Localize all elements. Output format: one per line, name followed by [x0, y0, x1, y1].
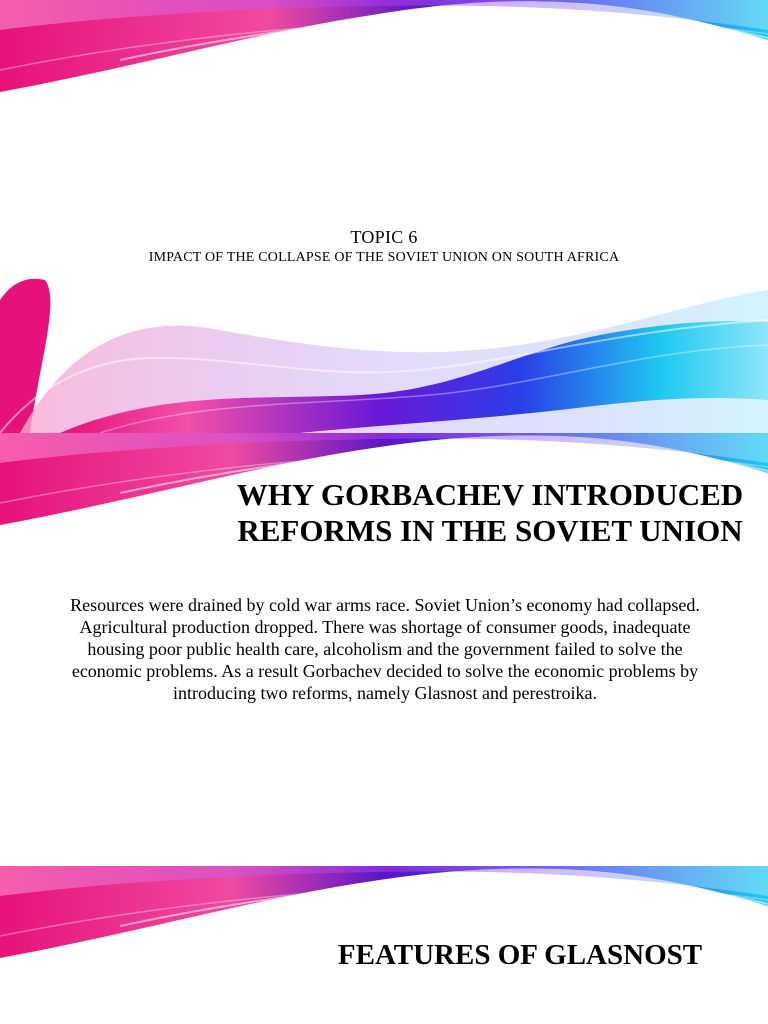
- slide-title: [0, 0, 768, 433]
- body-paragraph: Resources were drained by cold war arms race. Soviet Union’s economy had collapsed. Agricultural production dropped. There was shortage of consumer goods, inadequate housing poor public health care, alcoholism and the government failed to solve the economic problems. As a result Gorbachev decided to solve the economic problems by introducing two reforms, namely Glasnost and perestroika.: [70, 595, 700, 703]
- slide-heading: FEATURES OF GLASNOST: [337, 939, 703, 971]
- slide-gorbachev-reforms: [0, 433, 768, 866]
- slide-heading: [220, 477, 760, 549]
- topic-title: IMPACT OF THE COLLAPSE OF THE SOVIET UNION ON SOUTH AFRICA: [148, 250, 620, 265]
- slide-glasnost-features: [0, 866, 768, 1024]
- heading-line-1: WHY GORBACHEV INTRODUCED: [236, 477, 744, 512]
- top-wave-decoration: [0, 0, 768, 433]
- topic-number: TOPIC 6: [350, 227, 418, 247]
- heading-line-2: REFORMS IN THE SOVIET UNION: [237, 513, 743, 548]
